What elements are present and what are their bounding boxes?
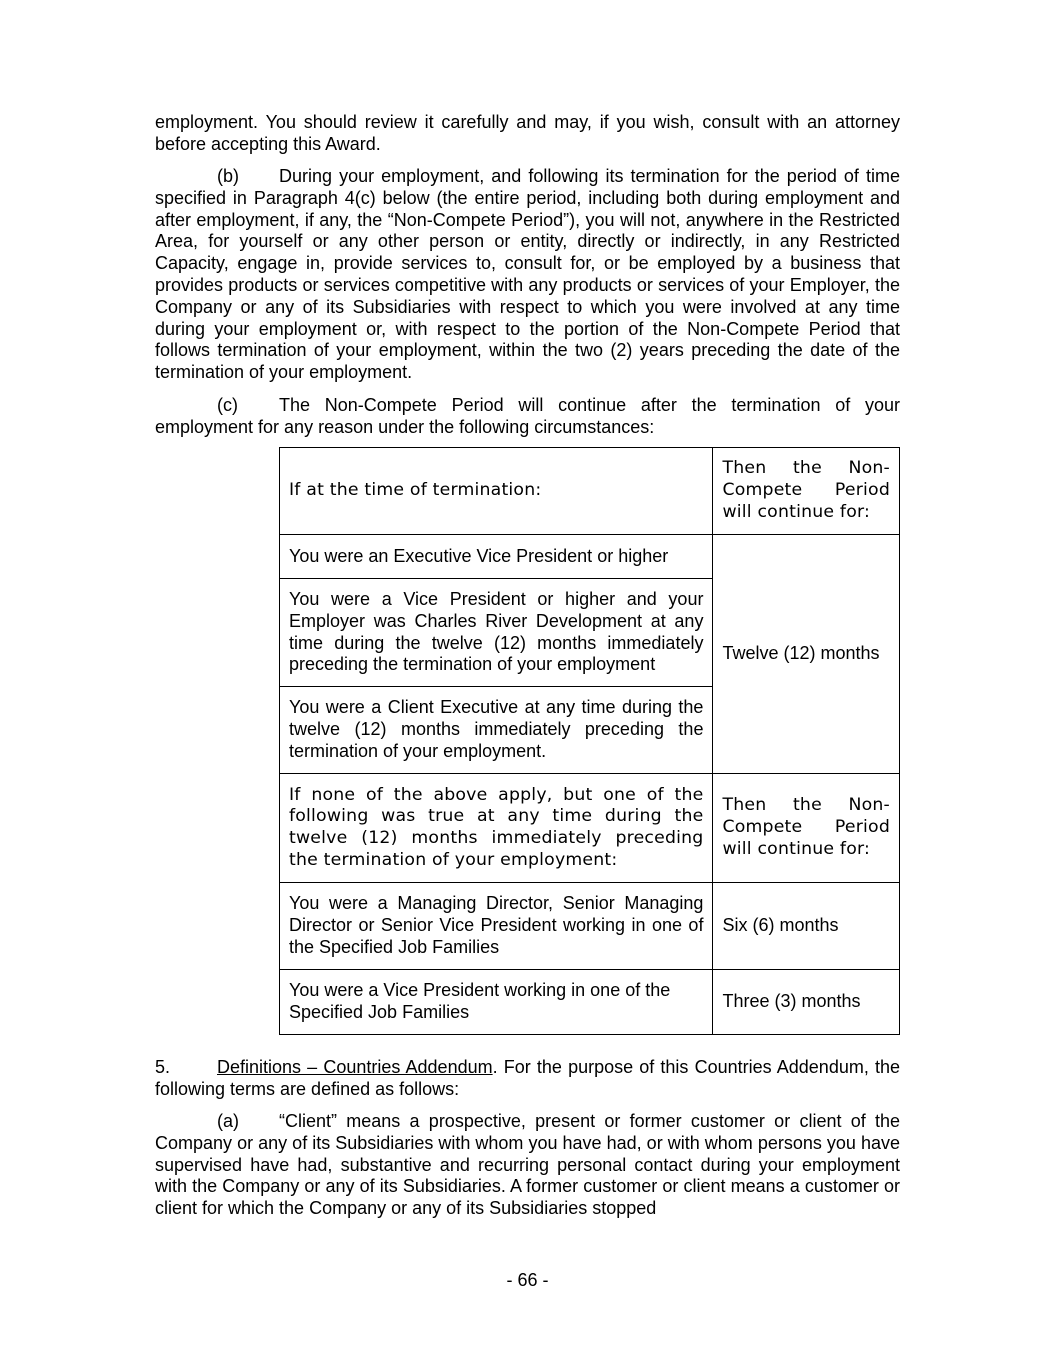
paragraph-top: employment. You should review it carefully and may, if you wish, consult with an attorney before accepting this Award. (155, 112, 900, 154)
paragraph-c-label: (c) (217, 395, 238, 415)
table-cell-row5-duration: Three (3) months (713, 970, 900, 1035)
paragraph-b-label: (b) (217, 166, 239, 186)
section-5 (155, 1057, 900, 1101)
paragraph-a (155, 1111, 900, 1220)
table-row (280, 883, 900, 970)
table-subheader-row (280, 774, 900, 883)
section-5-text: . For the purpose of this Countries Addendum, the following terms are defined as follows: (155, 1057, 901, 1099)
table-cell-row1: You were an Executive Vice President or higher (280, 535, 713, 579)
table-subheader-right: Then the Non-Compete Period will continue for: (713, 774, 900, 883)
table-row (280, 970, 900, 1035)
table-cell-row3: You were a Client Executive at any time during the twelve (12) months immediately preceding the termination of your employment. (280, 687, 713, 774)
table-row (280, 535, 900, 579)
table-cell-row5: You were a Vice President working in one of the Specified Job Families (280, 970, 713, 1035)
paragraph-a-text: “Client” means a prospective, present or former customer or client of the Company or any of its Subsidiaries with whom you have had, or with whom persons you have supervised have had, substantive and recurring personal contact during your employment with the Company or any of its Subsidiaries. A former customer or client means a customer or client for which the Company or any of its Subsidiaries stopped (155, 1111, 900, 1219)
paragraph-c (155, 395, 900, 439)
table-cell-group1-duration: Twelve (12) months (713, 535, 900, 774)
section-5-number: 5. (155, 1057, 171, 1077)
table-cell-row4-duration: Six (6) months (713, 883, 900, 970)
table-header-row (280, 448, 900, 535)
table-header-left: If at the time of termination: (280, 448, 713, 535)
paragraph-b (155, 166, 900, 384)
non-compete-table (279, 447, 900, 1035)
page-number: - 66 - (506, 1270, 549, 1290)
paragraph-b-text: During your employment, and following its termination for the period of time specified in Paragraph 4(c) below (the entire period, including both during employment and after employment, if any, the “Non-Compete Period”), you will not, anywhere in the Restricted Area, for yourself or any other person or entity, directly or indirectly, in any Restricted Capacity, engage in, provide services to, consult for, or be employed by a business that provides products or services competitive with any products or services of your Employer, the Company or any of its Subsidiaries with respect to which you were involved at any time during your employment or, with respect to the portion of the Non-Compete Period that follows termination of your employment, within the two (2) years preceding the date of the termination of your employment. (155, 166, 900, 383)
paragraph-c-text: The Non-Compete Period will continue after the termination of your employment for any reason under the following circumstances: (155, 395, 900, 437)
section-5-heading: Definitions – Countries Addendum (217, 1057, 493, 1077)
table-cell-row4: You were a Managing Director, Senior Managing Director or Senior Vice President working in one of the Specified Job Families (280, 883, 713, 970)
paragraph-a-label: (a) (217, 1111, 239, 1131)
table-header-right: Then the Non-Compete Period will continue for: (713, 448, 900, 535)
table-cell-row2: You were a Vice President or higher and your Employer was Charles River Development at any time during the twelve (12) months immediately preceding the termination of your employment (280, 579, 713, 687)
table-subheader-left: If none of the above apply, but one of the following was true at any time during the twelve (12) months immediately preceding the termination of your employment: (280, 774, 713, 883)
